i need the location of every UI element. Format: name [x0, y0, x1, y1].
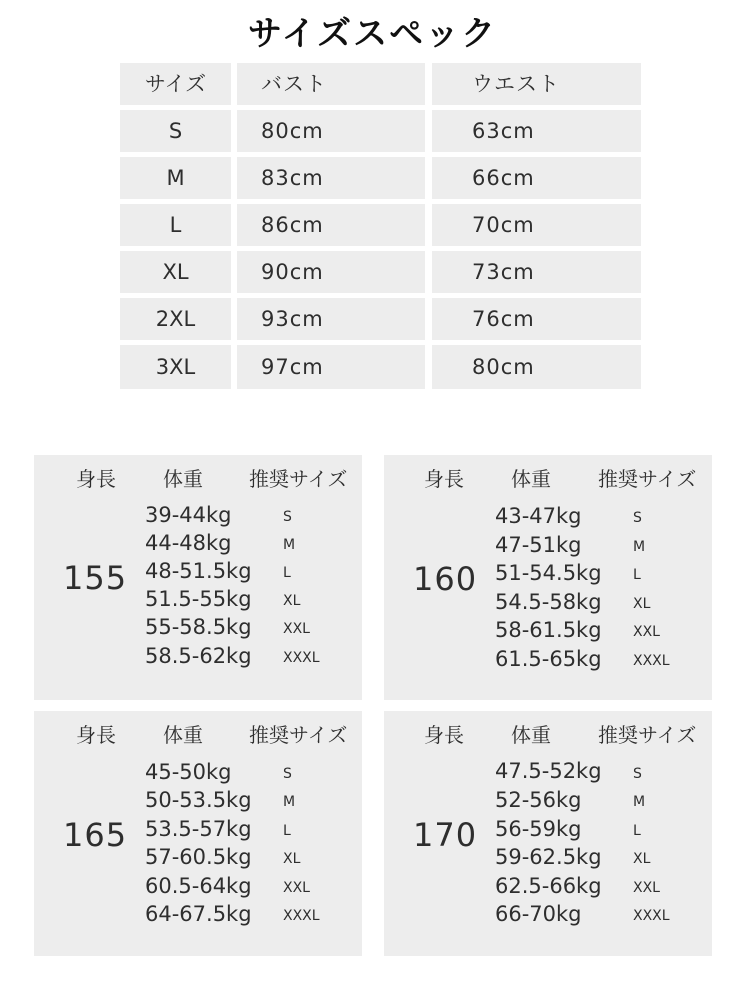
weight-range: 58.5-62kg [145, 644, 252, 668]
weight-range: 61.5-65kg [495, 647, 602, 671]
weight-range: 62.5-66kg [495, 874, 602, 898]
recommend-card-165 [34, 711, 362, 956]
table-cell-size: 3XL [120, 345, 231, 389]
weight-header: 体重 [511, 723, 551, 747]
table-cell-size: S [120, 110, 231, 152]
weight-range: 52-56kg [495, 788, 582, 812]
table-cell-waist: 66cm [432, 157, 641, 199]
recommend-card-170 [384, 711, 712, 956]
size-label: S [633, 766, 642, 782]
page-title: サイズスペック [247, 14, 498, 54]
size-label: M [283, 794, 296, 810]
weight-header: 体重 [163, 467, 203, 491]
weight-range: 64-67.5kg [145, 902, 252, 926]
weight-range: 54.5-58kg [495, 590, 602, 614]
table-cell-bust: 80cm [237, 110, 425, 152]
height-value: 160 [413, 560, 478, 598]
size-label: XL [283, 851, 301, 867]
weight-range: 39-44kg [145, 503, 232, 527]
size-label: S [633, 510, 642, 526]
weight-range: 58-61.5kg [495, 618, 602, 642]
height-value: 165 [63, 816, 128, 854]
recommend-card-160 [384, 455, 712, 700]
weight-range: 55-58.5kg [145, 615, 252, 639]
height-value: 170 [413, 816, 478, 854]
size-label: M [633, 794, 646, 810]
size-label: XL [283, 593, 301, 609]
weight-range: 57-60.5kg [145, 845, 252, 869]
size-label: XXL [283, 880, 310, 896]
size-label: XXXL [633, 653, 670, 669]
size-label: L [633, 567, 641, 583]
weight-range: 66-70kg [495, 902, 582, 926]
size-label: XL [633, 851, 651, 867]
table-cell-waist: 63cm [432, 110, 641, 152]
weight-range: 47.5-52kg [495, 759, 602, 783]
weight-header: 体重 [511, 467, 551, 491]
table-cell-waist: 80cm [432, 345, 641, 389]
table-cell-bust: 97cm [237, 345, 425, 389]
size-label: XXXL [283, 908, 320, 924]
table-cell-waist: 70cm [432, 204, 641, 246]
table-cell-bust: 83cm [237, 157, 425, 199]
weight-range: 50-53.5kg [145, 788, 252, 812]
size-label: M [633, 539, 646, 555]
size-label: M [283, 537, 296, 553]
table-cell-bust: 86cm [237, 204, 425, 246]
height-header: 身長 [76, 467, 116, 491]
height-value: 155 [63, 559, 128, 597]
height-header: 身長 [424, 467, 464, 491]
table-header-size: サイズ [120, 63, 231, 105]
table-cell-waist: 76cm [432, 298, 641, 340]
size-label: S [283, 766, 292, 782]
recommended-size-header: 推奨サイズ [598, 467, 697, 491]
weight-range: 43-47kg [495, 504, 582, 528]
recommended-size-header: 推奨サイズ [249, 467, 348, 491]
table-cell-bust: 93cm [237, 298, 425, 340]
size-label: L [283, 565, 291, 581]
table-cell-size: M [120, 157, 231, 199]
weight-range: 60.5-64kg [145, 874, 252, 898]
size-label: XXL [633, 880, 660, 896]
weight-range: 53.5-57kg [145, 817, 252, 841]
table-cell-size: XL [120, 251, 231, 293]
weight-range: 56-59kg [495, 817, 582, 841]
weight-range: 44-48kg [145, 531, 232, 555]
recommended-size-header: 推奨サイズ [249, 723, 348, 747]
table-cell-waist: 73cm [432, 251, 641, 293]
weight-range: 51.5-55kg [145, 587, 252, 611]
size-label: S [283, 509, 292, 525]
weight-range: 59-62.5kg [495, 845, 602, 869]
table-header-bust: バスト [237, 63, 425, 105]
size-label: XXXL [633, 908, 670, 924]
height-header: 身長 [424, 723, 464, 747]
recommended-size-header: 推奨サイズ [598, 723, 697, 747]
weight-range: 51-54.5kg [495, 561, 602, 585]
height-header: 身長 [76, 723, 116, 747]
size-label: XL [633, 596, 651, 612]
size-label: XXXL [283, 650, 320, 666]
weight-range: 47-51kg [495, 533, 582, 557]
table-cell-bust: 90cm [237, 251, 425, 293]
weight-header: 体重 [163, 723, 203, 747]
size-label: L [283, 823, 291, 839]
table-header-waist: ウエスト [432, 63, 641, 105]
size-label: XXL [633, 624, 660, 640]
table-cell-size: L [120, 204, 231, 246]
table-cell-size: 2XL [120, 298, 231, 340]
size-label: XXL [283, 621, 310, 637]
recommend-card-155 [34, 455, 362, 700]
weight-range: 48-51.5kg [145, 559, 252, 583]
size-label: L [633, 823, 641, 839]
weight-range: 45-50kg [145, 760, 232, 784]
